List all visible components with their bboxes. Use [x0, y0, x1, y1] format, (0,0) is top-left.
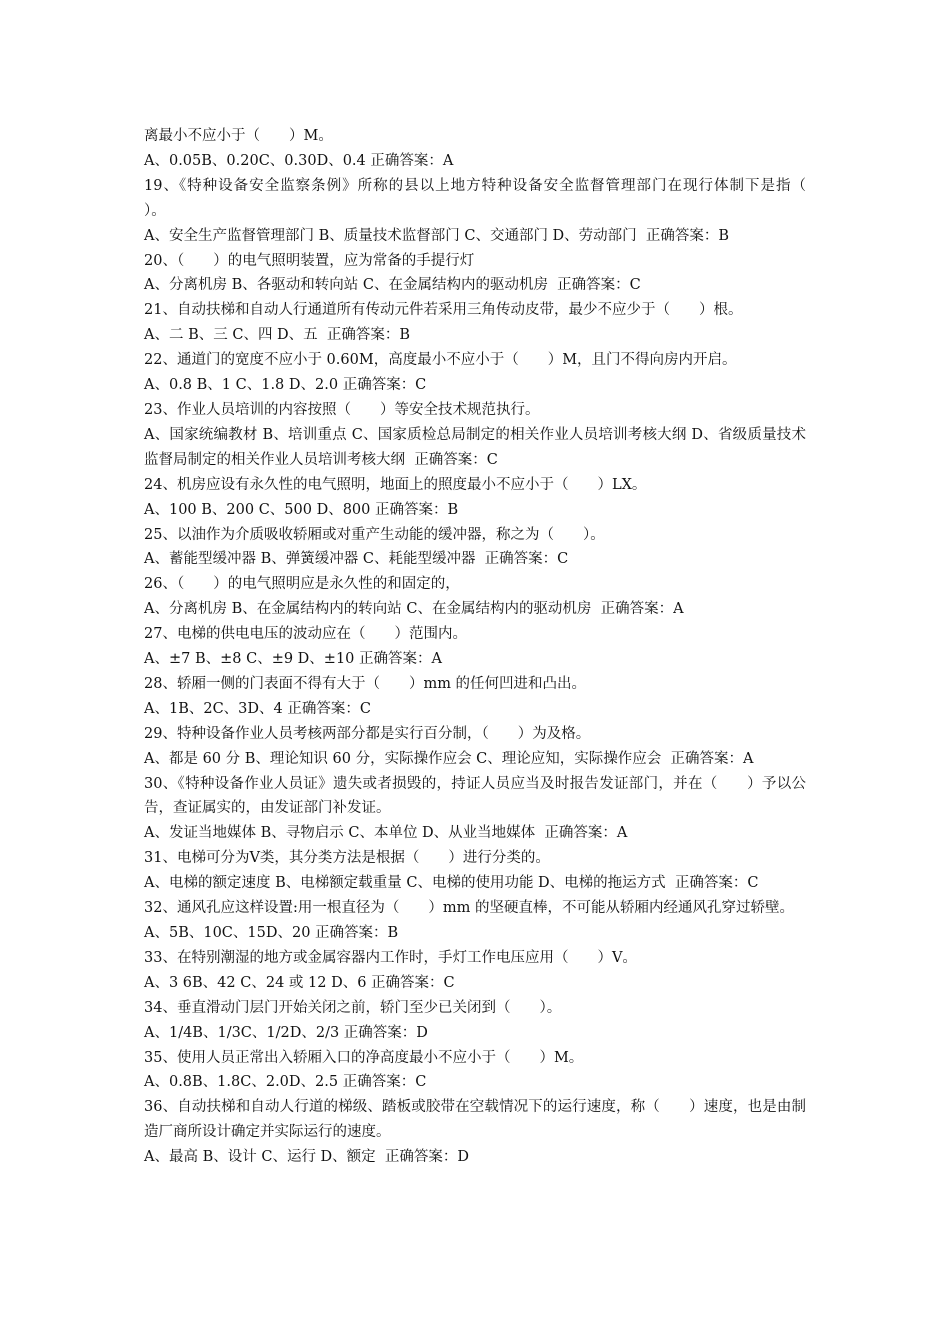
- text-line: A、1B、2C、3D、4 正确答案：C: [144, 700, 371, 717]
- text-line: A、国家统编教材 B、培训重点 C、国家质检总局制定的相关作业人员培训考核大纲 D、省级质量技术监督局制定的相关作业人员培训考核大纲 正确答案：C: [144, 426, 806, 468]
- text-line: 19、《特种设备安全监察条例》所称的县以上地方特种设备安全监督管理部门在现行体制下是指（ ）。: [144, 177, 835, 219]
- text-line: 34、垂直滑动门层门开始关闭之前，轿门至少已关闭到（ ）。: [144, 999, 562, 1016]
- text-line: A、电梯的额定速度 B、电梯额定载重量 C、电梯的使用功能 D、电梯的拖运方式 正确答案：C: [144, 875, 759, 892]
- text-line: A、发证当地媒体 B、寻物启示 C、本单位 D、从业当地媒体 正确答案：A: [144, 825, 628, 842]
- text-line: A、3 6B、42 C、24 或 12 D、6 正确答案：C: [144, 974, 455, 991]
- text-line: A、分离机房 B、在金属结构内的转向站 C、在金属结构内的驱动机房 正确答案：A: [144, 601, 684, 618]
- text-line: 24、机房应设有永久性的电气照明，地面上的照度最小不应小于（ ）LX。: [144, 476, 647, 493]
- text-line: 31、电梯可分为Ⅴ类，其分类方法是根据（ ）进行分类的。: [144, 850, 550, 867]
- text-line: 22、通道门的宽度不应小于 0.60M，高度最小不应小于（ ）M，且门不得向房内开启。: [144, 352, 737, 369]
- text-line: A、0.8B、1.8C、2.0D、2.5 正确答案：C: [144, 1074, 427, 1091]
- text-line: 28、轿厢一侧的门表面不得有大于（ ）mm 的任何凹进和凸出。: [144, 675, 587, 692]
- document-body: [144, 124, 835, 1170]
- text-line: A、安全生产监督管理部门 B、质量技术监督部门 C、交通部门 D、劳动部门 正确答案：B: [144, 227, 730, 244]
- text-line: 20、（ ）的电气照明装置，应为常备的手提行灯: [144, 252, 475, 269]
- text-line: 32、通风孔应这样设置:用一根直径为（ ）mm 的坚硬直棒，不可能从轿厢内经通风孔穿过轿壁。: [144, 900, 794, 917]
- text-line: 离最小不应小于（ ）M。: [144, 128, 333, 144]
- text-line: A、0.8 B、1 C、1.8 D、2.0 正确答案：C: [144, 377, 427, 394]
- text-line: A、蓄能型缓冲器 B、弹簧缓冲器 C、耗能型缓冲器 正确答案：C: [144, 551, 569, 568]
- text-line: A、二 B、三 C、四 D、五 正确答案：B: [144, 327, 411, 344]
- text-line: A、分离机房 B、各驱动和转向站 C、在金属结构内的驱动机房 正确答案：C: [144, 277, 641, 294]
- text-line: 35、使用人员正常出入轿厢入口的净高度最小不应小于（ ）M。: [144, 1049, 584, 1066]
- text-line: A、0.05B、0.20C、0.30D、0.4 正确答案：A: [144, 152, 454, 169]
- text-line: 21、自动扶梯和自动人行通道所有传动元件若采用三角传动皮带，最少不应少于（ ）根。: [144, 302, 743, 319]
- text-line: 29、特种设备作业人员考核两部分都是实行百分制，（ ）为及格。: [144, 725, 591, 742]
- text-line: 25、以油作为介质吸收轿厢或对重产生动能的缓冲器，称之为（ ）。: [144, 526, 605, 543]
- text-line: A、±7 B、±8 C、±9 D、±10 正确答案：A: [144, 651, 442, 668]
- text-line: 27、电梯的供电电压的波动应在（ ）范围内。: [144, 626, 467, 643]
- text-line: 33、在特别潮湿的地方或金属容器内工作时，手灯工作电压应用（ ）V。: [144, 949, 637, 966]
- text-line: 30、《特种设备作业人员证》遗失或者损毁的，持证人员应当及时报告发证部门，并在（ ）予以公告，查证属实的，由发证部门补发证。: [144, 775, 806, 817]
- text-line: A、100 B、200 C、500 D、800 正确答案：B: [144, 501, 459, 518]
- text-line: A、5B、10C、15D、20 正确答案：B: [144, 925, 399, 941]
- text-line: A、都是 60 分 B、理论知识 60 分，实际操作应会 C、理论应知，实际操作应会 正确答案：A: [144, 750, 754, 767]
- text-line: 23、作业人员培训的内容按照（ ）等安全技术规范执行。: [144, 401, 540, 418]
- text-line: 26、（ ）的电气照明应是永久性的和固定的，: [144, 576, 460, 593]
- text-line: 36、自动扶梯和自动人行道的梯级、踏板或胶带在空载情况下的运行速度，称（ ）速度，也是由制造厂商所设计确定并实际运行的速度。: [144, 1099, 806, 1141]
- text-line: A、最高 B、设计 C、运行 D、额定 正确答案：D: [144, 1149, 470, 1166]
- text-line: A、1/4B、1/3C、1/2D、2/3 正确答案：D: [144, 1024, 428, 1041]
